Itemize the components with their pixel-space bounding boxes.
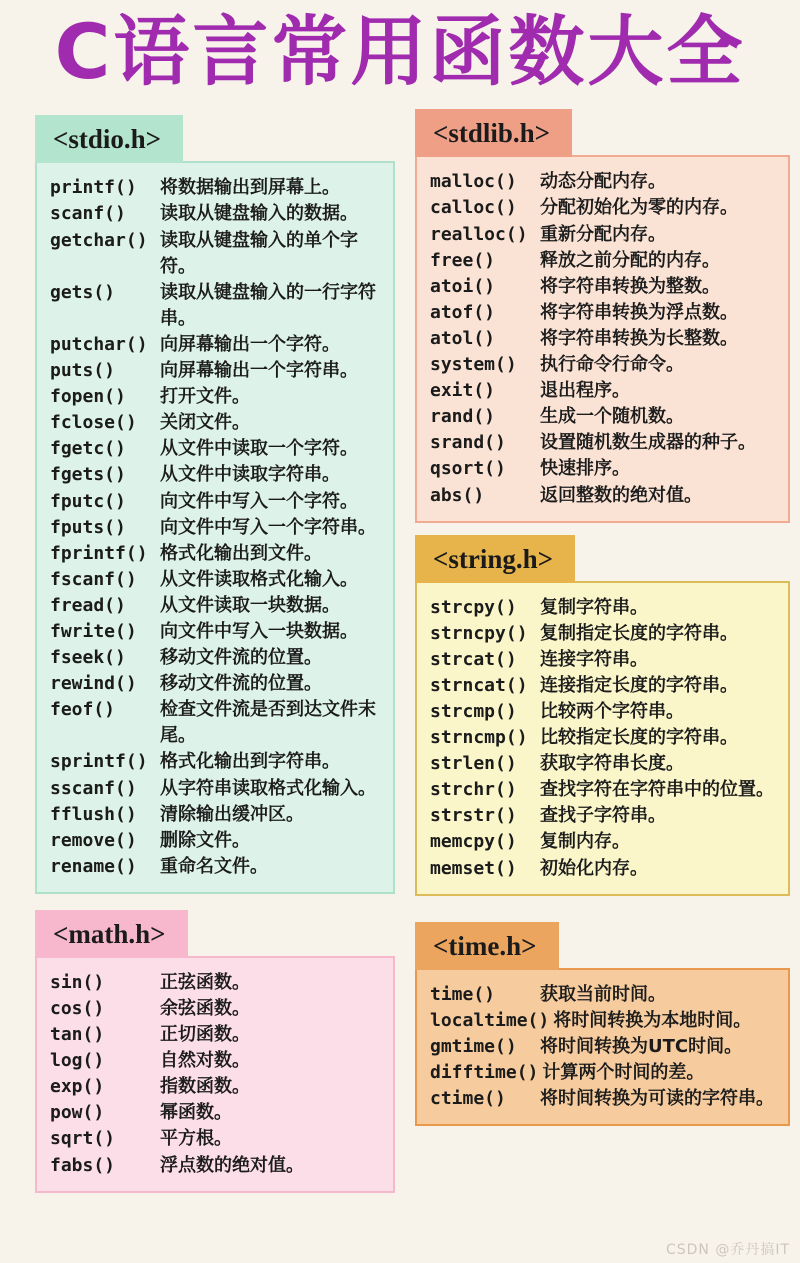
function-description: 读取从键盘输入的一行字符串。 — [160, 281, 376, 329]
function-description: 格式化输出到字符串。 — [160, 751, 340, 773]
function-row — [50, 854, 383, 880]
function-row — [430, 803, 778, 829]
function-name: remove() — [50, 829, 137, 851]
function-description: 复制内存。 — [540, 831, 630, 853]
function-row — [50, 384, 383, 410]
function-row — [50, 462, 383, 488]
section-body-string — [415, 581, 790, 896]
function-name: strcmp() — [430, 700, 517, 722]
function-description: 关闭文件。 — [160, 412, 250, 434]
section-body-stdlib — [415, 155, 790, 522]
function-name: ctime() — [430, 1088, 506, 1110]
function-description: 从字符串读取格式化输入。 — [160, 777, 376, 799]
function-name: time() — [430, 983, 496, 1005]
function-name: tan() — [50, 1024, 105, 1046]
function-name: fputc() — [50, 490, 126, 512]
function-description: 比较指定长度的字符串。 — [540, 727, 738, 749]
section-math — [35, 910, 395, 1193]
function-row — [50, 175, 383, 201]
function-row — [430, 1034, 778, 1060]
function-name: fgetc() — [50, 438, 126, 460]
function-row — [430, 456, 778, 482]
function-row — [430, 169, 778, 195]
function-row — [50, 201, 383, 227]
function-row — [50, 1022, 383, 1048]
watermark: CSDN @乔丹搞IT — [665, 1242, 790, 1258]
function-name: atol() — [430, 327, 496, 349]
function-description: 初始化内存。 — [540, 857, 648, 879]
function-description: 比较两个字符串。 — [540, 700, 684, 722]
function-name: strncpy() — [430, 622, 528, 644]
function-name: fopen() — [50, 386, 126, 408]
function-name: cos() — [50, 998, 105, 1020]
function-description: 复制指定长度的字符串。 — [540, 622, 738, 644]
function-row — [50, 541, 383, 567]
function-row — [430, 326, 778, 352]
function-name: localtime() — [430, 1009, 550, 1031]
function-row — [430, 430, 778, 456]
function-description: 平方根。 — [160, 1128, 232, 1150]
function-row — [50, 1100, 383, 1126]
function-name: fclose() — [50, 412, 137, 434]
function-row — [430, 195, 778, 221]
function-name: fgets() — [50, 464, 126, 486]
function-description: 幂函数。 — [160, 1102, 232, 1124]
function-row — [430, 352, 778, 378]
function-name: gets() — [50, 281, 116, 303]
function-description: 重命名文件。 — [160, 855, 268, 877]
function-description: 正弦函数。 — [160, 971, 250, 993]
function-name: log() — [50, 1050, 105, 1072]
function-description: 将字符串转换为浮点数。 — [540, 301, 738, 323]
function-row — [50, 593, 383, 619]
function-row — [50, 697, 383, 749]
section-body-time — [415, 968, 790, 1126]
function-description: 浮点数的绝对值。 — [160, 1154, 304, 1176]
function-row — [50, 996, 383, 1022]
function-name: system() — [430, 354, 517, 376]
function-row — [430, 248, 778, 274]
function-row — [430, 751, 778, 777]
function-description: 删除文件。 — [160, 829, 250, 851]
function-row — [430, 404, 778, 430]
function-name: atoi() — [430, 275, 496, 297]
function-row — [50, 1126, 383, 1152]
function-row — [430, 699, 778, 725]
function-name: sqrt() — [50, 1128, 116, 1150]
function-description: 生成一个随机数。 — [540, 406, 684, 428]
function-row — [50, 1153, 383, 1179]
function-description: 正切函数。 — [160, 1024, 250, 1046]
function-description: 执行命令行命令。 — [540, 354, 684, 376]
section-header-stdlib: <stdlib.h> — [415, 109, 572, 157]
function-row — [50, 1074, 383, 1100]
function-description: 返回整数的绝对值。 — [540, 484, 702, 506]
function-description: 向文件中写入一块数据。 — [160, 620, 358, 642]
function-row — [50, 332, 383, 358]
function-row — [430, 647, 778, 673]
function-description: 检查文件流是否到达文件末尾。 — [160, 699, 376, 747]
function-name: strcat() — [430, 648, 517, 670]
function-description: 向屏幕输出一个字符串。 — [160, 360, 358, 382]
function-row — [430, 1060, 778, 1086]
function-name: memcpy() — [430, 831, 517, 853]
section-stdio — [35, 115, 395, 894]
function-name: strlen() — [430, 753, 517, 775]
function-row — [50, 776, 383, 802]
function-row — [50, 671, 383, 697]
function-name: fprintf() — [50, 542, 148, 564]
function-name: calloc() — [430, 197, 517, 219]
function-row — [50, 619, 383, 645]
function-row — [50, 802, 383, 828]
section-header-string: <string.h> — [415, 535, 575, 583]
function-description: 格式化输出到文件。 — [160, 542, 322, 564]
function-description: 快速排序。 — [540, 458, 630, 480]
function-description: 打开文件。 — [160, 386, 250, 408]
function-row — [430, 673, 778, 699]
function-name: rename() — [50, 855, 137, 877]
function-name: feof() — [50, 699, 116, 721]
function-description: 获取字符串长度。 — [540, 753, 684, 775]
function-name: rewind() — [50, 673, 137, 695]
function-row — [50, 515, 383, 541]
function-row — [50, 436, 383, 462]
function-name: pow() — [50, 1102, 105, 1124]
function-row — [50, 489, 383, 515]
function-description: 连接字符串。 — [540, 648, 648, 670]
function-name: malloc() — [430, 171, 517, 193]
function-row — [50, 567, 383, 593]
function-name: strstr() — [430, 805, 517, 827]
function-name: difftime() — [430, 1061, 539, 1083]
function-row — [430, 1086, 778, 1112]
section-header-stdio: <stdio.h> — [35, 115, 183, 163]
function-name: sscanf() — [50, 777, 137, 799]
function-name: scanf() — [50, 203, 126, 225]
function-description: 将时间转换为UTC时间。 — [540, 1035, 743, 1057]
section-body-math — [35, 956, 395, 1193]
function-description: 获取当前时间。 — [540, 983, 666, 1005]
function-row — [430, 1008, 778, 1034]
function-description: 从文件读取格式化输入。 — [160, 568, 358, 590]
function-row — [50, 358, 383, 384]
function-name: fscanf() — [50, 568, 137, 590]
section-header-math: <math.h> — [35, 910, 188, 958]
function-name: fseek() — [50, 647, 126, 669]
function-name: fabs() — [50, 1154, 116, 1176]
function-name: fputs() — [50, 516, 126, 538]
function-name: memset() — [430, 857, 517, 879]
function-name: qsort() — [430, 458, 506, 480]
function-name: fwrite() — [50, 620, 137, 642]
function-row — [430, 725, 778, 751]
function-description: 向屏幕输出一个字符。 — [160, 333, 340, 355]
function-description: 设置随机数生成器的种子。 — [540, 432, 756, 454]
columns — [0, 95, 800, 1192]
function-description: 移动文件流的位置。 — [160, 647, 322, 669]
function-description: 移动文件流的位置。 — [160, 673, 322, 695]
function-description: 释放之前分配的内存。 — [540, 249, 720, 271]
function-name: puts() — [50, 360, 116, 382]
column-right — [415, 109, 790, 1126]
function-name: strncmp() — [430, 727, 528, 749]
function-name: strcpy() — [430, 596, 517, 618]
function-row — [430, 777, 778, 803]
function-description: 查找子字符串。 — [540, 805, 666, 827]
function-name: exp() — [50, 1076, 105, 1098]
function-description: 向文件中写入一个字符。 — [160, 490, 358, 512]
function-description: 读取从键盘输入的数据。 — [160, 203, 358, 225]
function-name: putchar() — [50, 333, 148, 355]
function-description: 连接指定长度的字符串。 — [540, 674, 738, 696]
function-description: 自然对数。 — [160, 1050, 250, 1072]
function-description: 从文件中读取一个字符。 — [160, 438, 358, 460]
function-row — [430, 595, 778, 621]
function-name: atof() — [430, 301, 496, 323]
function-description: 复制字符串。 — [540, 596, 648, 618]
function-description: 将字符串转换为长整数。 — [540, 327, 738, 349]
function-name: srand() — [430, 432, 506, 454]
function-row — [50, 410, 383, 436]
section-header-time: <time.h> — [415, 922, 559, 970]
function-description: 将时间转换为可读的字符串。 — [540, 1088, 774, 1110]
function-name: strncat() — [430, 674, 528, 696]
section-body-stdio — [35, 161, 395, 894]
function-row — [430, 982, 778, 1008]
function-description: 余弦函数。 — [160, 998, 250, 1020]
page-title: C语言常用函数大全 — [54, 7, 746, 96]
function-name: sin() — [50, 971, 105, 993]
function-description: 重新分配内存。 — [540, 223, 666, 245]
function-description: 计算两个时间的差。 — [542, 1061, 705, 1083]
section-string — [415, 535, 790, 896]
section-time — [415, 922, 790, 1126]
function-description: 退出程序。 — [540, 380, 630, 402]
function-name: printf() — [50, 177, 137, 199]
function-description: 从文件中读取字符串。 — [160, 464, 340, 486]
section-stdlib — [415, 109, 790, 522]
function-description: 将时间转换为本地时间。 — [553, 1009, 752, 1031]
function-name: rand() — [430, 406, 496, 428]
function-name: sprintf() — [50, 751, 148, 773]
function-row — [50, 228, 383, 280]
function-description: 将字符串转换为整数。 — [540, 275, 720, 297]
column-left — [35, 109, 395, 1192]
function-name: realloc() — [430, 223, 528, 245]
function-row — [430, 856, 778, 882]
function-description: 从文件读取一块数据。 — [160, 594, 340, 616]
function-description: 向文件中写入一个字符串。 — [160, 516, 376, 538]
function-row — [430, 222, 778, 248]
function-description: 将数据输出到屏幕上。 — [160, 177, 340, 199]
function-name: free() — [430, 249, 496, 271]
function-description: 动态分配内存。 — [540, 171, 666, 193]
function-description: 分配初始化为零的内存。 — [540, 197, 738, 219]
function-row — [430, 300, 778, 326]
function-row — [430, 274, 778, 300]
function-row — [50, 1048, 383, 1074]
function-description: 查找字符在字符串中的位置。 — [540, 779, 774, 801]
function-name: fread() — [50, 594, 126, 616]
function-row — [50, 828, 383, 854]
function-row — [430, 829, 778, 855]
function-name: abs() — [430, 484, 485, 506]
function-name: strchr() — [430, 779, 517, 801]
function-row — [50, 645, 383, 671]
function-description: 读取从键盘输入的单个字符。 — [160, 229, 358, 277]
function-row — [430, 621, 778, 647]
function-row — [50, 970, 383, 996]
function-row — [430, 483, 778, 509]
function-name: fflush() — [50, 803, 137, 825]
function-description: 指数函数。 — [160, 1076, 250, 1098]
function-description: 清除输出缓冲区。 — [160, 803, 304, 825]
function-row — [430, 378, 778, 404]
function-row — [50, 749, 383, 775]
function-row — [50, 280, 383, 332]
function-name: getchar() — [50, 229, 148, 251]
function-name: exit() — [430, 380, 496, 402]
function-name: gmtime() — [430, 1035, 517, 1057]
